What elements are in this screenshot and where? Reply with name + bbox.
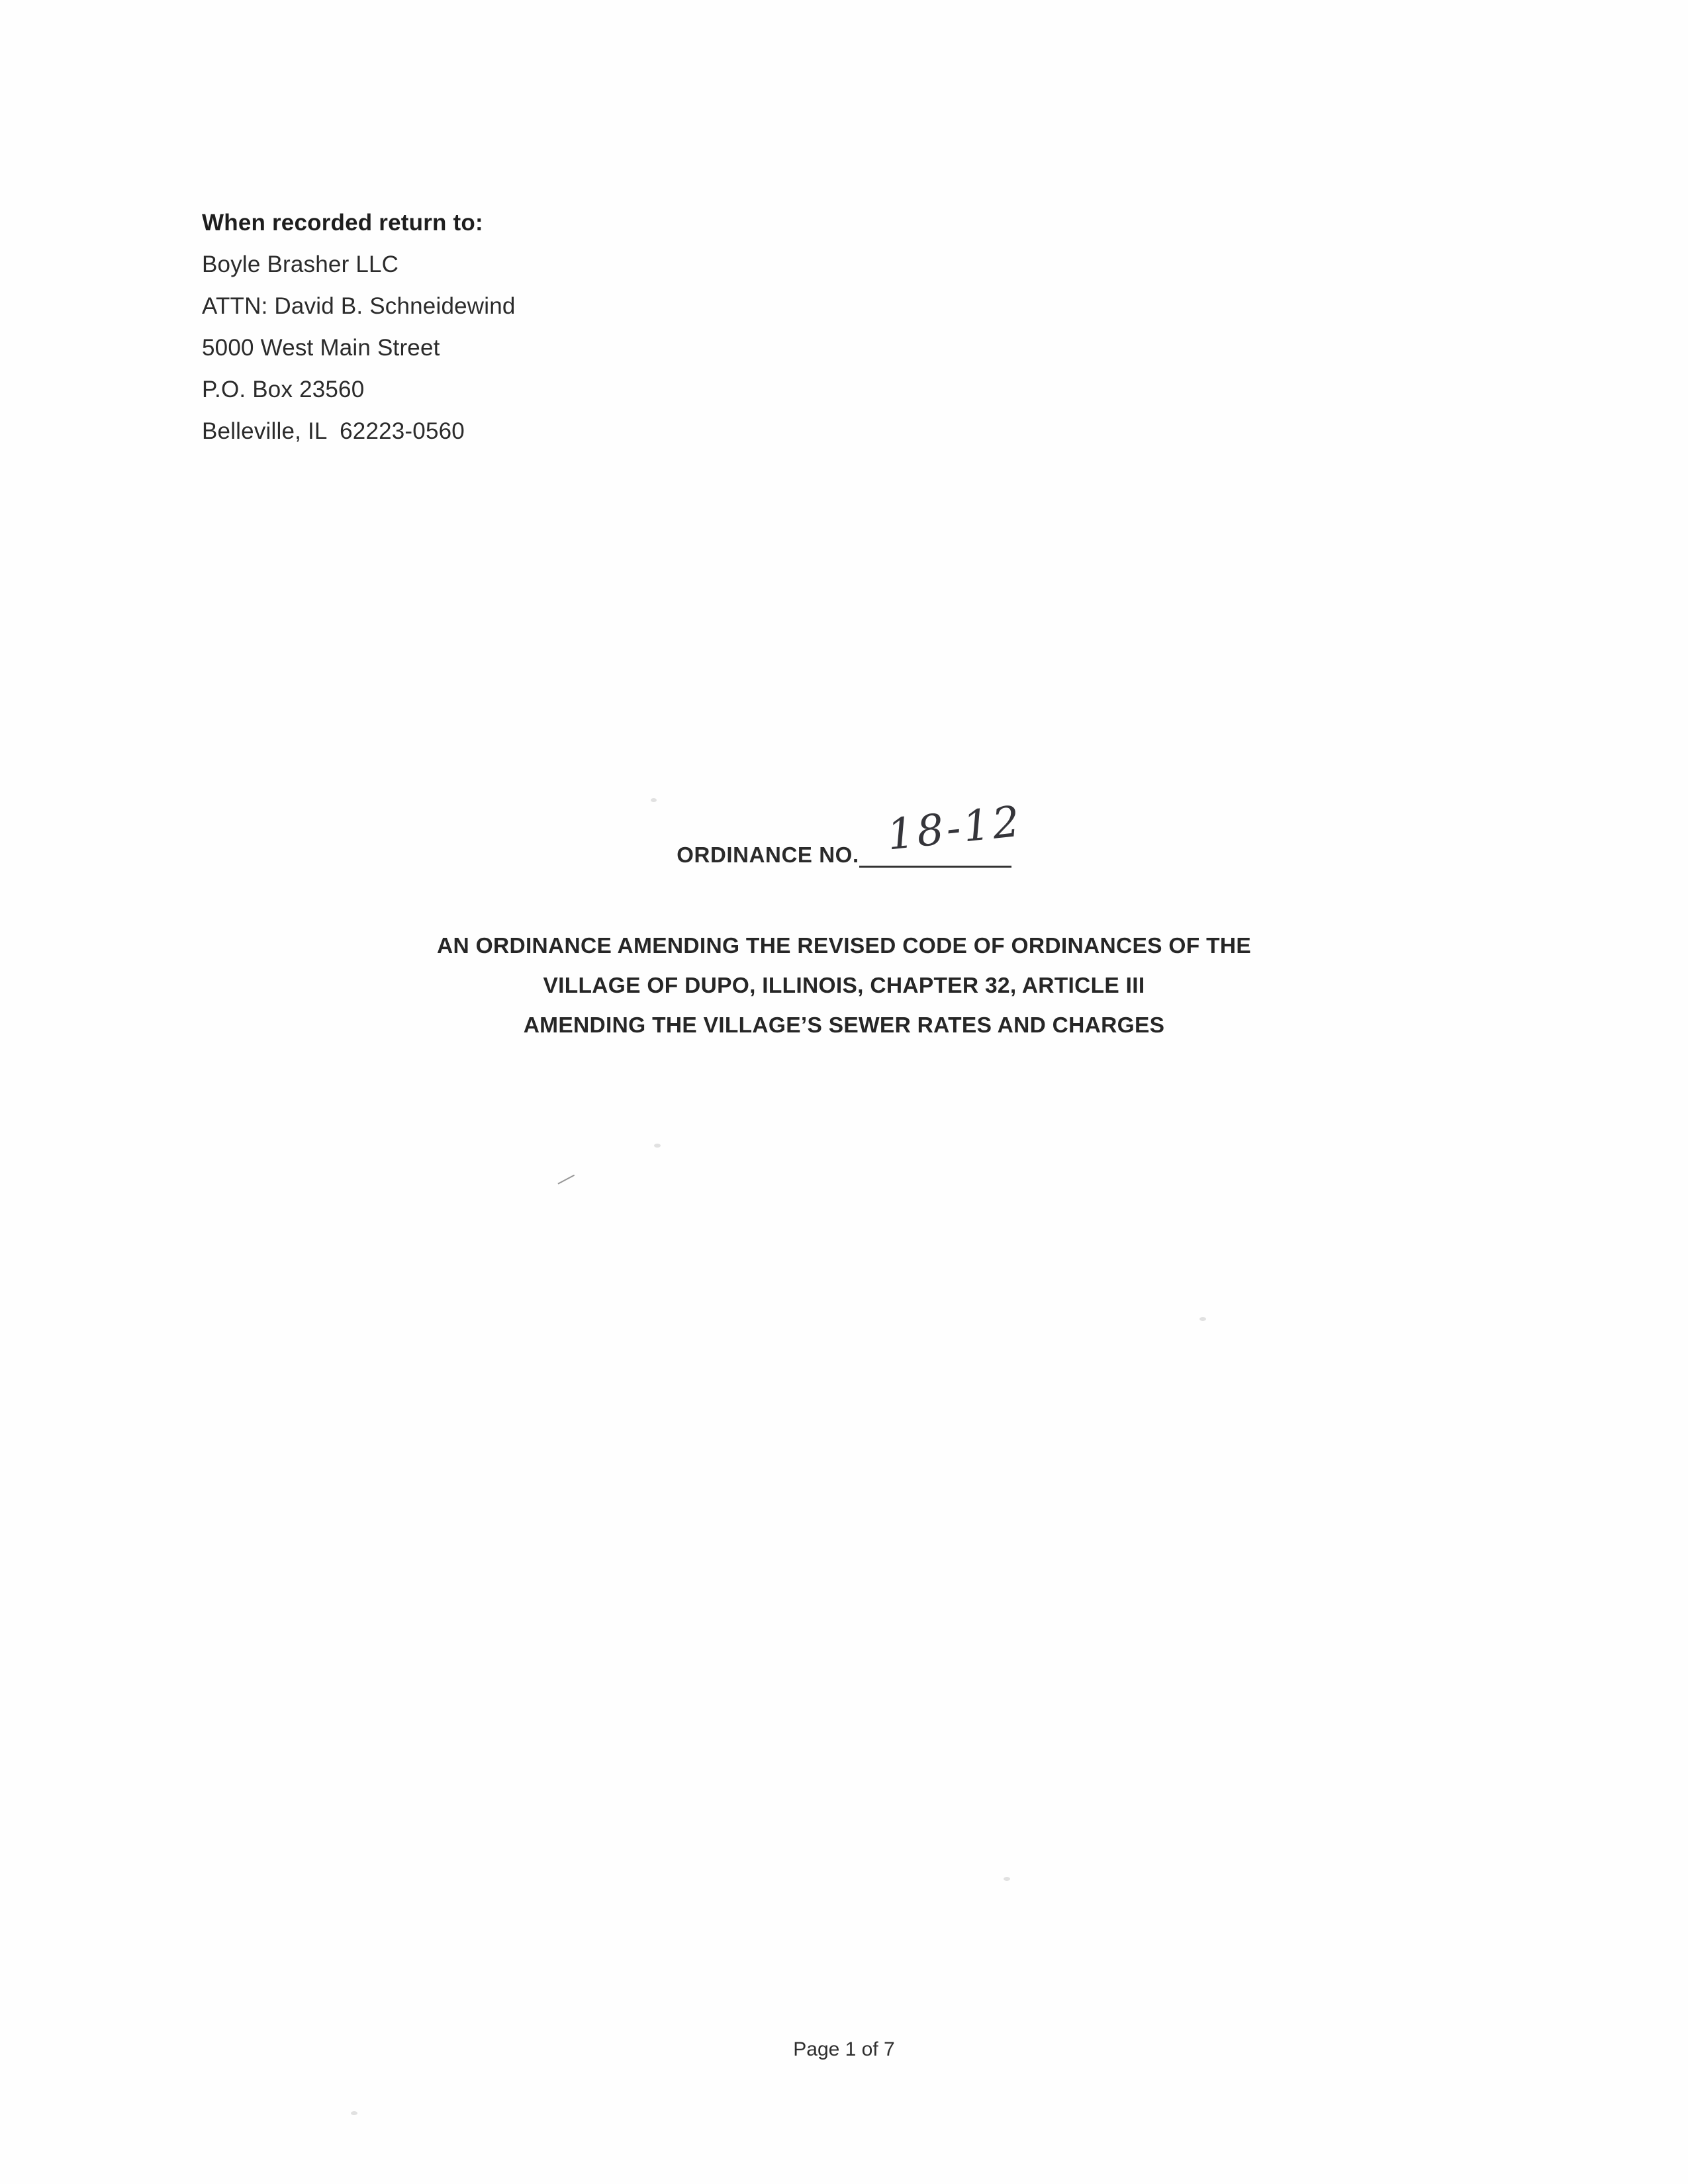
return-to-block bbox=[202, 202, 516, 452]
return-to-heading: When recorded return to: bbox=[202, 210, 483, 236]
title-line: VILLAGE OF DUPO, ILLINOIS, CHAPTER 32, ARTICLE III bbox=[543, 974, 1145, 998]
document-title bbox=[0, 927, 1688, 1046]
page-footer: Page 1 of 7 bbox=[793, 2038, 895, 2060]
ordinance-number-label: ORDINANCE NO. bbox=[677, 842, 859, 867]
return-to-line: ATTN: David B. Schneidewind bbox=[202, 293, 516, 319]
scan-speck bbox=[351, 2111, 357, 2115]
scan-speck bbox=[654, 1144, 661, 1148]
return-to-line: P.O. Box 23560 bbox=[202, 377, 365, 402]
pen-mark-icon bbox=[553, 1166, 575, 1184]
return-to-line: Boyle Brasher LLC bbox=[202, 251, 399, 277]
ordinance-number-row bbox=[0, 841, 1688, 868]
scan-speck bbox=[651, 798, 657, 802]
ordinance-number-handwritten: 18-12 bbox=[884, 797, 1025, 860]
return-to-line: Belleville, IL 62223-0560 bbox=[202, 418, 465, 444]
title-line: AMENDING THE VILLAGE’S SEWER RATES AND CHARGES bbox=[523, 1013, 1165, 1038]
title-line: AN ORDINANCE AMENDING THE REVISED CODE OF ORDINANCES OF THE bbox=[437, 934, 1251, 958]
scan-speck bbox=[1199, 1317, 1206, 1321]
return-to-line: 5000 West Main Street bbox=[202, 335, 440, 361]
scan-speck bbox=[1004, 1877, 1010, 1881]
